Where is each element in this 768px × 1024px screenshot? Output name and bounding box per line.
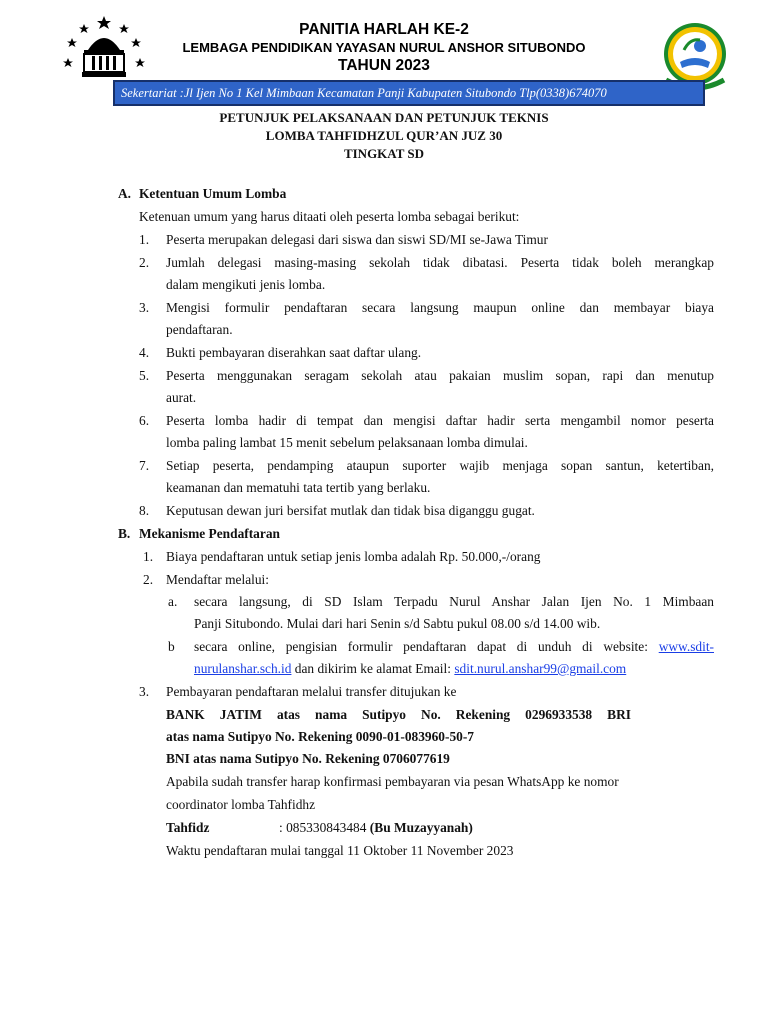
list-item-number: 1. (139, 232, 150, 247)
list-item-number: 2. (139, 255, 150, 270)
website-link-cont[interactable]: nurulanshar.sch.id (194, 661, 292, 676)
list-item-text: Peserta merupakan delegasi dari siswa dan siswi SD/MI se-Jawa Timur (166, 232, 548, 247)
sub-item-online-line2 (194, 661, 626, 677)
list-item-text-cont: lomba paling lambat 15 menit sebelum pelaksanaan lomba dimulai. (166, 435, 528, 450)
bank-account-2: atas nama Sutipyo No. Rekening 0090-01-083960-50-7 (166, 729, 474, 744)
list-item-number: 1. (143, 549, 154, 564)
list-item-text-cont: pendaftaran. (166, 322, 233, 337)
list-item-text-cont: keamanan dan mematuhi tata tertib yang berlaku. (166, 480, 431, 495)
contact-name: (Bu Muzayyanah) (369, 820, 473, 835)
section-a-heading: Ketentuan Umum Lomba (139, 186, 287, 201)
doc-title-line1: PETUNJUK PELAKSANAAN DAN PETUNJUK TEKNIS (219, 110, 549, 125)
list-item-number: 3. (139, 684, 150, 699)
list-item-text-cont: aurat. (166, 390, 197, 405)
list-item-text: Peserta menggunakan seragam sekolah atau pakaian muslim sopan, rapi dan menutup (166, 368, 714, 383)
list-item-text: Mengisi formulir pendaftaran secara langsung maupun online dan membayar biaya (166, 300, 714, 315)
list-item-number: 2. (143, 572, 154, 587)
contact-label: Tahfidz (166, 820, 210, 835)
header-institution: LEMBAGA PENDIDIKAN YAYASAN NURUL ANSHOR SITUBONDO (182, 40, 586, 55)
list-item-number: 6. (139, 413, 150, 428)
header-committee: PANITIA HARLAH KE-2 (299, 21, 469, 38)
section-b-heading: Mekanisme Pendaftaran (139, 526, 280, 541)
sub-item-text-cont: Panji Situbondo. Mulai dari hari Senin s/d Sabtu pukul 08.00 s/d 14.00 wib. (194, 616, 601, 631)
section-a-letter: A. (118, 186, 132, 201)
confirm-text-cont: coordinator lomba Tahfidhz (166, 797, 316, 812)
contact-value (279, 820, 473, 836)
list-item-text: Peserta lomba hadir di tempat dan mengisi daftar hadir serta mengambil nomor peserta (166, 413, 714, 428)
list-item-number: 4. (139, 345, 150, 360)
list-item-text: Bukti pembayaran diserahkan saat daftar ulang. (166, 345, 422, 360)
doc-title-line3: TINGKAT SD (343, 146, 425, 161)
bank-account-1: BANK JATIM atas nama Sutipyo No. Rekening 0296933538 BRI (166, 707, 631, 722)
contact-number: 085330843484 (286, 820, 367, 835)
list-item-number: 8. (139, 503, 150, 518)
registration-period: Waktu pendaftaran mulai tanggal 11 Oktober 11 November 2023 (166, 843, 514, 858)
secretariat-banner: Sekertariat :Jl Ijen No 1 Kel Mimbaan Kecamatan Panji Kabupaten Situbondo Tlp(0338)674070 (113, 80, 705, 106)
payment-text: Pembayaran pendaftaran melalui transfer ditujukan ke (166, 684, 457, 699)
sub-item-text: secara online, pengisian formulir pendaftaran dapat di unduh di website: (194, 639, 648, 654)
list-item-text: Setiap peserta, pendamping ataupun suporter wajib menjaga sopan santun, ketertiban, (166, 458, 714, 473)
section-b-letter: B. (118, 526, 131, 541)
header-year: TAHUN 2023 (338, 57, 430, 74)
confirm-text: Apabila sudah transfer harap konfirmasi pembayaran via pesan WhatsApp ke nomor (166, 774, 619, 789)
section-a-intro: Ketenuan umum yang harus ditaati oleh peserta lomba sebagai berikut: (139, 209, 520, 224)
list-item-text: Jumlah delegasi masing-masing sekolah tidak dibatasi. Peserta tidak boleh merangkap (166, 255, 714, 270)
website-link[interactable]: www.sdit- (658, 639, 714, 654)
bank-account-3: BNI atas nama Sutipyo No. Rekening 0706077619 (166, 751, 450, 766)
register-via-text: Mendaftar melalui: (166, 572, 269, 587)
sub-item-online-line (194, 639, 714, 655)
list-item-number: 3. (139, 300, 150, 315)
list-item-number: 7. (139, 458, 150, 473)
doc-title-line2: LOMBA TAHFIDHZUL QUR’AN JUZ 30 (265, 128, 503, 143)
list-item-text-cont: dalam mengikuti jenis lomba. (166, 277, 326, 292)
sub-item-text: dan dikirim ke alamat Email: (294, 661, 451, 676)
email-link[interactable]: sdit.nurul.anshar99@gmail.com (454, 661, 627, 676)
sub-item-letter: a. (168, 594, 178, 609)
sub-item-letter: b (168, 639, 175, 654)
contact-separator: : (279, 820, 283, 835)
list-item-text: Keputusan dewan juri bersifat mutlak dan tidak bisa diganggu gugat. (166, 503, 535, 518)
fee-text: Biaya pendaftaran untuk setiap jenis lomba adalah Rp. 50.000,-/orang (166, 549, 541, 564)
sub-item-text: secara langsung, di SD Islam Terpadu Nurul Anshar Jalan Ijen No. 1 Mimbaan (194, 594, 714, 609)
list-item-number: 5. (139, 368, 150, 383)
